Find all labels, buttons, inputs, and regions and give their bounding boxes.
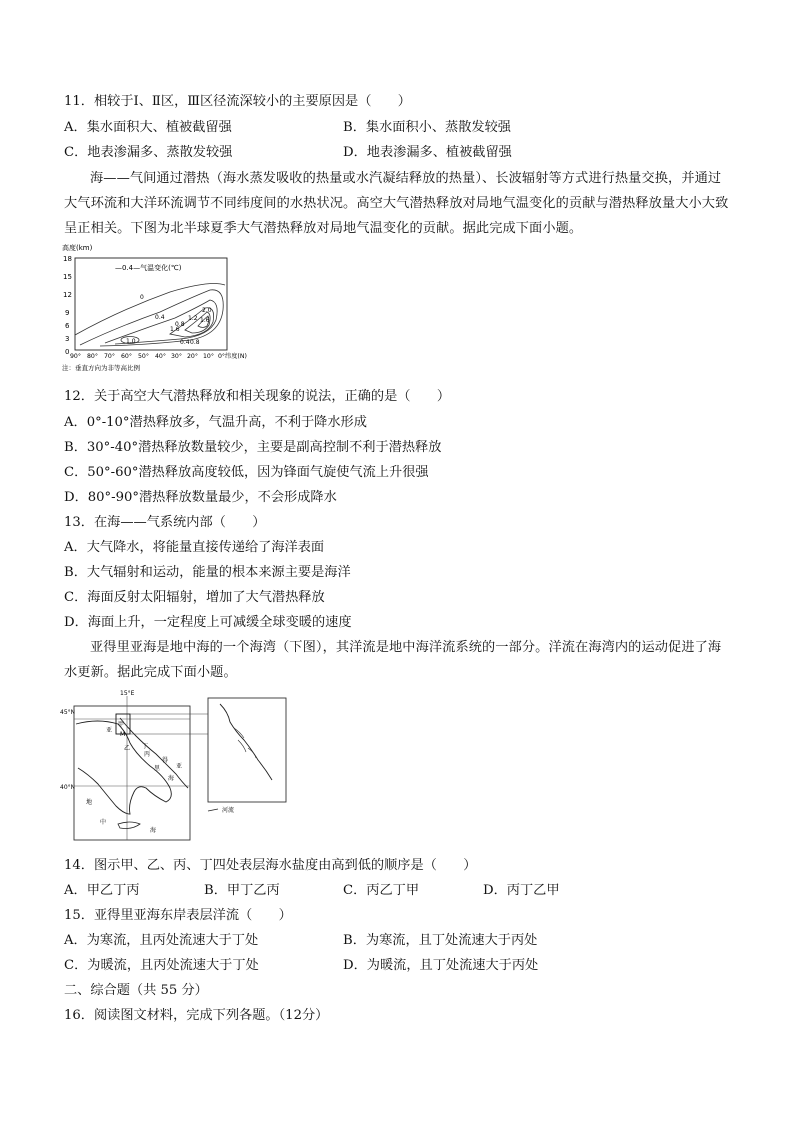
svg-text:0: 0 <box>140 294 144 301</box>
map-lat-label-40: 40°N <box>60 784 76 791</box>
q12-option-c: C．50°-60°潜热释放高度较低，因为锋面气旋使气流上升很强 <box>64 465 429 480</box>
svg-text:50°: 50° <box>138 353 149 360</box>
map-place-labels <box>86 720 182 834</box>
svg-text:9: 9 <box>65 309 70 317</box>
svg-text:里: 里 <box>154 765 161 772</box>
q11-option-b: B．集水面积小、蒸散发较强 <box>343 120 511 135</box>
inset-map-frame <box>208 698 286 802</box>
map-legend-river: 河流 <box>222 807 235 814</box>
q11-option-d: D．地表渗漏多、植被截留强 <box>343 145 512 160</box>
figure1-x-ticks <box>70 352 247 360</box>
svg-text:0.8: 0.8 <box>190 339 200 346</box>
svg-text:1.6: 1.6 <box>200 317 210 324</box>
figure1-y-axis-title: 高度(km) <box>62 244 93 252</box>
q13-option-c: C．海面反射太阳辐射，增加了大气潜热释放 <box>64 590 325 605</box>
question-11-stem: 11．相较于Ⅰ、Ⅱ区，Ⅲ区径流深较小的主要原因是（ ） <box>64 94 411 109</box>
q14-option-a: A．甲乙丁丙 <box>64 883 140 898</box>
svg-text:60°: 60° <box>121 353 132 360</box>
q13-option-a: A．大气降水，将能量直接传递给了海洋表面 <box>64 540 325 555</box>
question-13-stem: 13．在海——气系统内部（ ） <box>64 515 266 530</box>
question-16-stem: 16．阅读图文材料，完成下列各题。（12分） <box>64 1008 329 1023</box>
svg-text:1.6: 1.6 <box>170 326 180 333</box>
svg-text:地: 地 <box>86 799 93 806</box>
section-2-heading: 二、综合题（共 55 分） <box>64 983 208 998</box>
q13-option-d: D．海面上升，一定程度上可减缓全球变暖的速度 <box>64 615 352 630</box>
svg-text:90°: 90° <box>70 353 81 360</box>
svg-text:0.4: 0.4 <box>155 314 165 321</box>
q12-option-b: B．30°-40°潜热释放数量较少，主要是副高控制不利于潜热释放 <box>64 440 442 455</box>
q14-option-c: C．丙乙丁甲 <box>343 883 420 898</box>
svg-text:海: 海 <box>150 827 157 834</box>
passage-sea-air-heat: 海——气间通过潜热（海水蒸发吸收的热量或水汽凝结释放的热量）、长波辐射等方式进行热量交换，并通过大气环流和大洋环流调节不同纬度间的水热状况。高空大气潜热释放对局地气温变化的贡献与潜热释放量大小大致呈正相关。下图为北半球夏季大气潜热释放对局地气温变化的贡献。据此完成下面小题。 <box>64 171 729 236</box>
svg-text:乙: 乙 <box>124 745 131 752</box>
q15-option-d: D．为暖流，且丁处流速大于丙处 <box>343 958 539 973</box>
svg-text:3: 3 <box>65 335 70 343</box>
svg-text:20°: 20° <box>187 353 198 360</box>
svg-text:1.0: 1.0 <box>126 338 136 345</box>
figure-latent-heat-contour <box>60 240 280 372</box>
question-12-stem: 12．关于高空大气潜热释放和相关现象的说法，正确的是（ ） <box>64 389 451 404</box>
map-longitude-label: 15°E <box>120 690 135 697</box>
q15-option-c: C．为暖流，且丙处流速大于丁处 <box>64 958 259 973</box>
passage-adriatic-sea: 亚得里亚海是地中海的一个海湾（下图），其洋流是地中海洋流系统的一部分。洋流在海湾内的运动促进了海水更新。据此完成下面小题。 <box>64 640 722 680</box>
q14-option-d: D．丙丁乙甲 <box>483 883 560 898</box>
svg-text:70°: 70° <box>104 353 115 360</box>
svg-text:丙: 丙 <box>144 751 151 758</box>
svg-text:1.2: 1.2 <box>188 315 198 322</box>
q12-option-a: A．0°-10°潜热释放多，气温升高，不利于降水形成 <box>64 415 367 430</box>
svg-text:0.8: 0.8 <box>175 321 185 328</box>
svg-text:中: 中 <box>100 819 107 826</box>
svg-text:10°: 10° <box>203 353 214 360</box>
question-14-stem: 14．图示甲、乙、丙、丁四处表层海水盐度由高到低的顺序是（ ） <box>64 858 477 873</box>
svg-text:40°: 40° <box>155 353 166 360</box>
svg-text:6: 6 <box>65 322 70 330</box>
river-legend-symbol <box>208 809 218 811</box>
svg-text:得: 得 <box>162 757 169 764</box>
figure1-y-ticks <box>63 255 72 356</box>
figure1-contour-lines <box>75 284 225 346</box>
q11-option-a: A．集水面积大、植被截留强 <box>64 120 232 135</box>
svg-text:M: M <box>120 731 126 738</box>
map-lat-label-45: 45°N <box>60 709 76 716</box>
svg-text:30°: 30° <box>171 353 182 360</box>
main-map-frame <box>74 706 190 840</box>
q12-option-d: D．80°-90°潜热释放数量最少，不会形成降水 <box>64 490 337 505</box>
question-15-stem: 15．亚得里亚海东岸表层洋流（ ） <box>64 908 292 923</box>
svg-text:0°纬度(N): 0°纬度(N) <box>218 353 247 360</box>
svg-text:2.0: 2.0 <box>202 307 212 314</box>
svg-text:12: 12 <box>63 291 72 299</box>
svg-text:甲: 甲 <box>118 721 125 728</box>
figure1-note: 注：垂直方向为非等高比例 <box>62 364 140 372</box>
svg-text:0.4: 0.4 <box>180 339 190 346</box>
inset-coastline <box>220 704 272 780</box>
svg-text:18: 18 <box>63 255 72 263</box>
q13-option-b: B．大气辐射和运动，能量的根本来源主要是海洋 <box>64 565 351 580</box>
svg-text:丁: 丁 <box>142 743 149 750</box>
svg-text:亚: 亚 <box>176 763 183 770</box>
q14-option-b: B．甲丁乙丙 <box>204 883 280 898</box>
svg-text:0: 0 <box>65 348 70 356</box>
svg-text:80°: 80° <box>87 353 98 360</box>
figure-adriatic-map <box>58 688 290 844</box>
svg-text:亚: 亚 <box>106 727 113 734</box>
svg-text:15: 15 <box>63 273 72 281</box>
q15-option-a: A．为寒流，且丙处流速大于丁处 <box>64 933 259 948</box>
svg-text:海: 海 <box>168 775 175 782</box>
figure1-legend: —0.4—气温变化(℃) <box>115 264 182 272</box>
q15-option-b: B．为寒流，且丁处流速大于丙处 <box>343 933 538 948</box>
q11-option-c: C．地表渗漏多、蒸散发较强 <box>64 145 233 160</box>
